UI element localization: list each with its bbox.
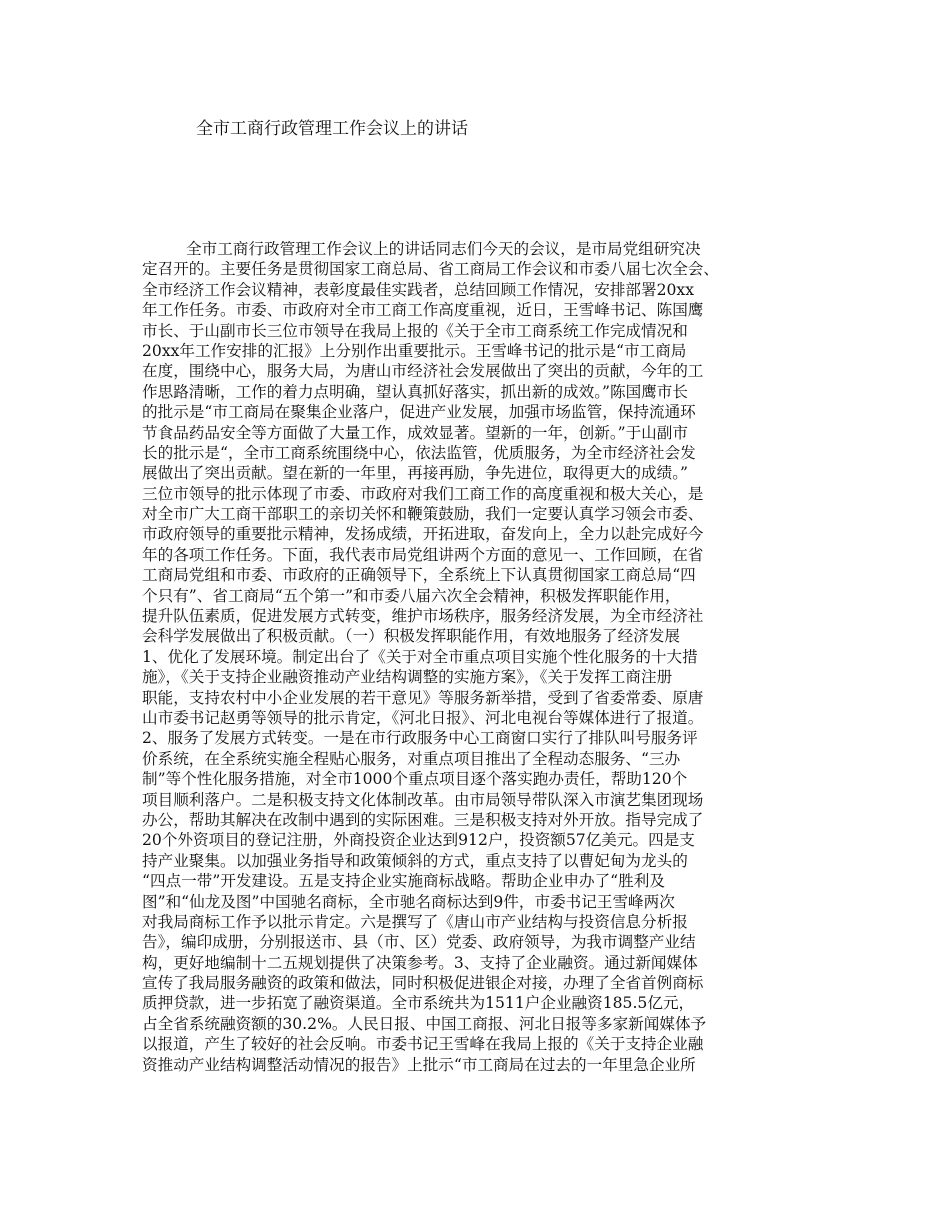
- body-line: 作思路清晰，工作的着力点明确，望认真抓好落实，抓出新的成效。”陈国鹰市长: [142, 382, 688, 401]
- body-line: 节食品药品安全等方面做了大量工作，成效显著。望新的一年，创新。”于山副市: [142, 423, 688, 442]
- body-line: 长的批示是“，全市工商系统围绕中心，依法监管，优质服务，为全市经济社会发: [142, 443, 696, 462]
- body-line: 1、优化了发展环境。制定出台了《关于对全市重点项目实施个性化服务的十大措: [142, 647, 698, 666]
- body-line: 职能，支持农村中小企业发展的若干意见》等服务新举措，受到了省委常委、原唐: [142, 688, 704, 707]
- body-line: 宣传了我局服务融资的政策和做法，同时积极促进银企对接，办理了全省首例商标: [142, 974, 704, 993]
- body-line: 对我局商标工作予以批示肯定。六是撰写了《唐山市产业结构与投资信息分析报: [142, 912, 688, 931]
- body-line: 对全市广大工商干部职工的亲切关怀和鞭策鼓励，我们一定要认真学习领会市委、: [142, 505, 704, 524]
- body-line: 以报道，产生了较好的社会反响。市委书记王雪峰在我局上报的《关于支持企业融: [142, 1035, 704, 1054]
- document-title: 全市工商行政管理工作会议上的讲话: [196, 119, 468, 139]
- body-line: 持产业聚集。以加强业务指导和政策倾斜的方式，重点支持了以曹妃甸为龙头的: [142, 851, 688, 870]
- body-line: 资推动产业结构调整活动情况的报告》上批示“市工商局在过去的一年里急企业所: [142, 1055, 696, 1074]
- body-line: 定召开的。主要任务是贯彻国家工商总局、省工商局工作会议和市委八届七次全会、: [142, 260, 719, 279]
- body-line: 项目顺利落户。二是积极支持文化体制改革。由市局领导带队深入市演艺集团现场: [142, 790, 704, 809]
- body-line: 制”等个性化服务措施，对全市1000个重点项目逐个落实跑办责任，帮助120个: [142, 770, 688, 789]
- body-line: 20xx年工作安排的汇报》上分别作出重要批示。王雪峰书记的批示是“市工商局: [142, 341, 687, 360]
- body-line: 构，更好地编制十二五规划提供了决策参考。3、支持了企业融资。通过新闻媒体: [142, 953, 698, 972]
- body-line: “四点一带”开发建设。五是支持企业实施商标战略。帮助企业申办了“胜利及: [142, 872, 665, 891]
- body-line: 会科学发展做出了积极贡献。（一）积极发挥职能作用，有效地服务了经济发展: [142, 627, 680, 646]
- body-line: 图”和“仙龙及图”中国驰名商标，全市驰名商标达到9件，市委书记王雪峰两次: [142, 892, 675, 911]
- body-line: 占全省系统融资额的30.2%。人民日报、中国工商报、河北日报等多家新闻媒体予: [142, 1014, 707, 1033]
- body-line: 质押贷款，进一步拓宽了融资渠道。全市系统共为1511户企业融资185.5亿元，: [142, 994, 695, 1013]
- body-line: 三位市领导的批示体现了市委、市政府对我们工商工作的高度重视和极大关心，是: [142, 484, 704, 503]
- body-line: 价系统，在全系统实施全程贴心服务，对重点项目推出了全程动态服务、“三办: [142, 749, 681, 768]
- body-line: 办公，帮助其解决在改制中遇到的实际困难。三是积极支持对外开放。指导完成了: [142, 810, 704, 829]
- body-line: 20个外资项目的登记注册，外商投资企业达到912户，投资额57亿美元。四是支: [142, 831, 695, 850]
- body-line: 施》，《关于支持企业融资推动产业结构调整的实施方案》，《关于发挥工商注册: [142, 668, 673, 687]
- body-line: 的批示是“市工商局在聚集企业落户，促进产业发展，加强市场监管，保持流通环: [142, 403, 696, 422]
- body-line: 市长、于山副市长三位市领导在我局上报的《关于全市工商系统工作完成情况和: [142, 321, 688, 340]
- body-line: 山市委书记赵勇等领导的批示肯定，《河北日报》、河北电视台等媒体进行了报道。: [142, 708, 704, 727]
- body-line: 年工作任务。市委、市政府对全市工商工作高度重视，近日，王雪峰书记、陈国鹰: [142, 301, 704, 320]
- body-line: 市政府领导的重要批示精神，发扬成绩，开拓进取，奋发向上，全力以赴完成好今: [142, 525, 704, 544]
- body-line: 年的各项工作任务。下面，我代表市局党组讲两个方面的意见一、工作回顾，在省: [142, 545, 704, 564]
- body-line: 2、服务了发展方式转变。一是在市行政服务中心工商窗口实行了排队叫号服务评: [142, 729, 698, 748]
- body-line: 提升队伍素质，促进发展方式转变，维护市场秩序，服务经济发展，为全市经济社: [142, 607, 704, 626]
- body-line: 在度，围绕中心，服务大局，为唐山市经济社会发展做出了突出的贡献，今年的工: [142, 362, 704, 381]
- body-line: 工商局党组和市委、市政府的正确领导下，全系统上下认真贯彻国家工商总局“四: [142, 566, 696, 585]
- body-line: 个只有”、省工商局“五个第一”和市委八届六次全会精神，积极发挥职能作用，: [142, 586, 681, 605]
- body-line: 展做出了突出贡献。望在新的一年里，再接再励，争先进位，取得更大的成绩。”: [142, 464, 688, 483]
- document-body: [142, 239, 832, 1075]
- body-line: 全市工商行政管理工作会议上的讲话同志们今天的会议，是市局党组研究决: [186, 240, 701, 258]
- body-line: 全市经济工作会议精神，表彰度最佳实践者，总结回顾工作情况，安排部署20xx: [142, 280, 695, 299]
- body-line: 告》，编印成册，分别报送市、县（市、区）党委、政府领导，为我市调整产业结: [142, 933, 696, 952]
